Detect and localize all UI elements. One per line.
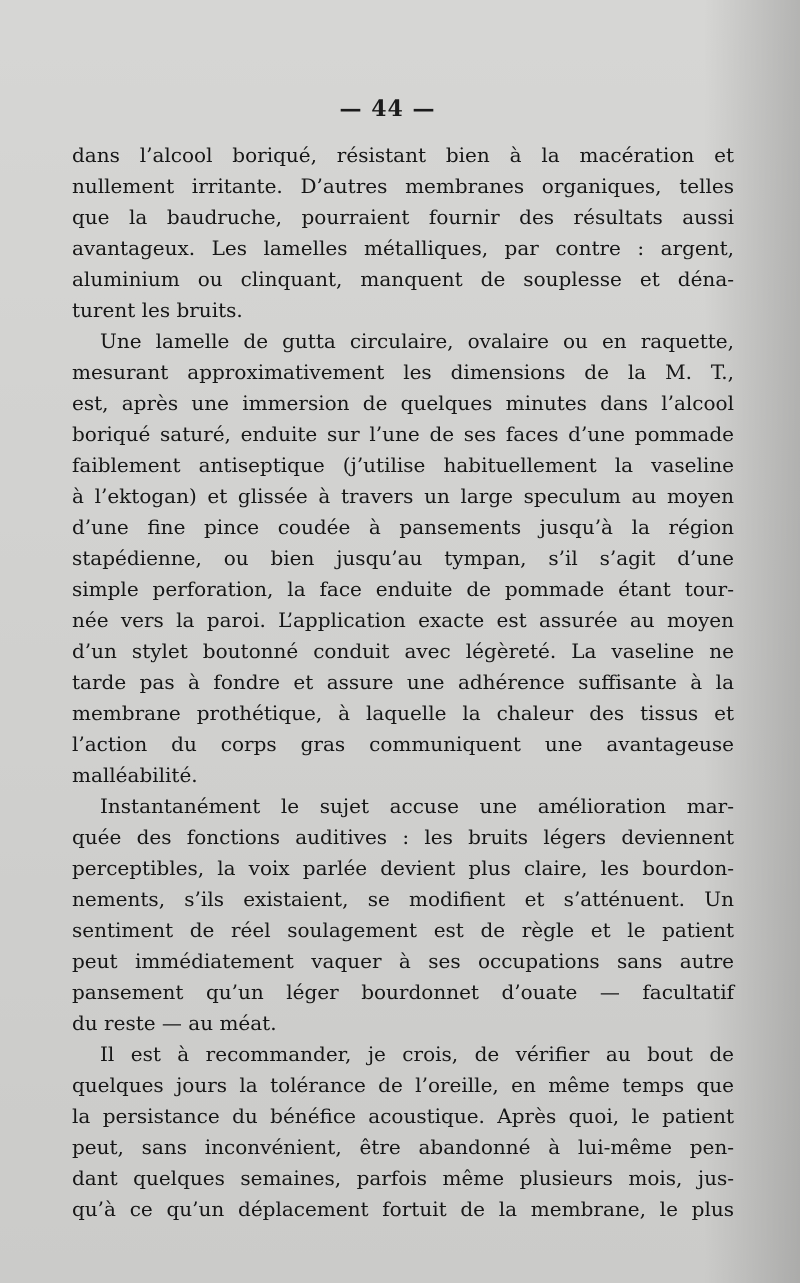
text-line: pansement qu’un léger bourdonnet d’ouate — facultatif [72,980,734,1004]
text-line: nullement irritante. D’autres membranes organiques, telles [72,174,734,198]
text-line: boriqué saturé, enduite sur l’une de ses faces d’une pommade [72,422,734,446]
text-line: Une lamelle de gutta circulaire, ovalaire ou en raquette, [100,329,734,353]
text-line: dant quelques semaines, parfois même plusieurs mois, jus- [72,1166,734,1190]
text-line: simple perforation, la face enduite de pommade étant tour- [72,577,734,601]
text-line: dans l’alcool boriqué, résistant bien à la macération et [72,143,734,167]
text-line: avantageux. Les lamelles métalliques, par contre : argent, [72,236,734,260]
text-line: que la baudruche, pourraient fournir des résultats aussi [72,205,734,229]
text-line: qu’à ce qu’un déplacement fortuit de la membrane, le plus [72,1197,734,1221]
text-line: mesurant approximativement les dimensions de la M. T., [72,360,734,384]
text-line: peut, sans inconvénient, être abandonné à lui-même pen- [72,1135,734,1159]
text-line: perceptibles, la voix parlée devient plus claire, les bourdon- [72,856,734,880]
text-line: sentiment de réel soulagement est de règle et le patient [72,918,734,942]
page-number: — 44 — [339,96,436,122]
text-line: turent les bruits. [72,298,243,322]
text-line: l’action du corps gras communiquent une avantageuse [72,732,734,756]
text-line: d’un stylet boutonné conduit avec légèreté. La vaseline ne [72,639,734,663]
text-line: quée des fonctions auditives : les bruits légers deviennent [72,825,734,849]
text-line: tarde pas à fondre et assure une adhérence suffisante à la [72,670,734,694]
text-line: la persistance du bénéfice acoustique. Après quoi, le patient [72,1104,734,1128]
text-line: malléabilité. [72,763,198,787]
text-line: stapédienne, ou bien jusqu’au tympan, s’il s’agit d’une [72,546,734,570]
text-line: faiblement antiseptique (j’utilise habituellement la vaseline [72,453,734,477]
text-line: est, après une immersion de quelques minutes dans l’alcool [72,391,734,415]
body-text [72,140,734,1225]
text-line: quelques jours la tolérance de l’oreille, en même temps que [72,1073,734,1097]
text-line: aluminium ou clinquant, manquent de souplesse et déna- [72,267,734,291]
text-line: née vers la paroi. L’application exacte est assurée au moyen [72,608,734,632]
text-line: peut immédiatement vaquer à ses occupations sans autre [72,949,734,973]
text-line: Il est à recommander, je crois, de vérifier au bout de [100,1042,734,1066]
text-line: membrane prothétique, à laquelle la chaleur des tissus et [72,701,734,725]
text-line: à l’ektogan) et glissée à travers un large speculum au moyen [72,484,734,508]
text-line: Instantanément le sujet accuse une amélioration mar- [100,794,734,818]
text-line: du reste — au méat. [72,1011,277,1035]
text-line: d’une fine pince coudée à pansements jusqu’à la région [72,515,734,539]
text-line: nements, s’ils existaient, se modifient et s’atténuent. Un [72,887,734,911]
